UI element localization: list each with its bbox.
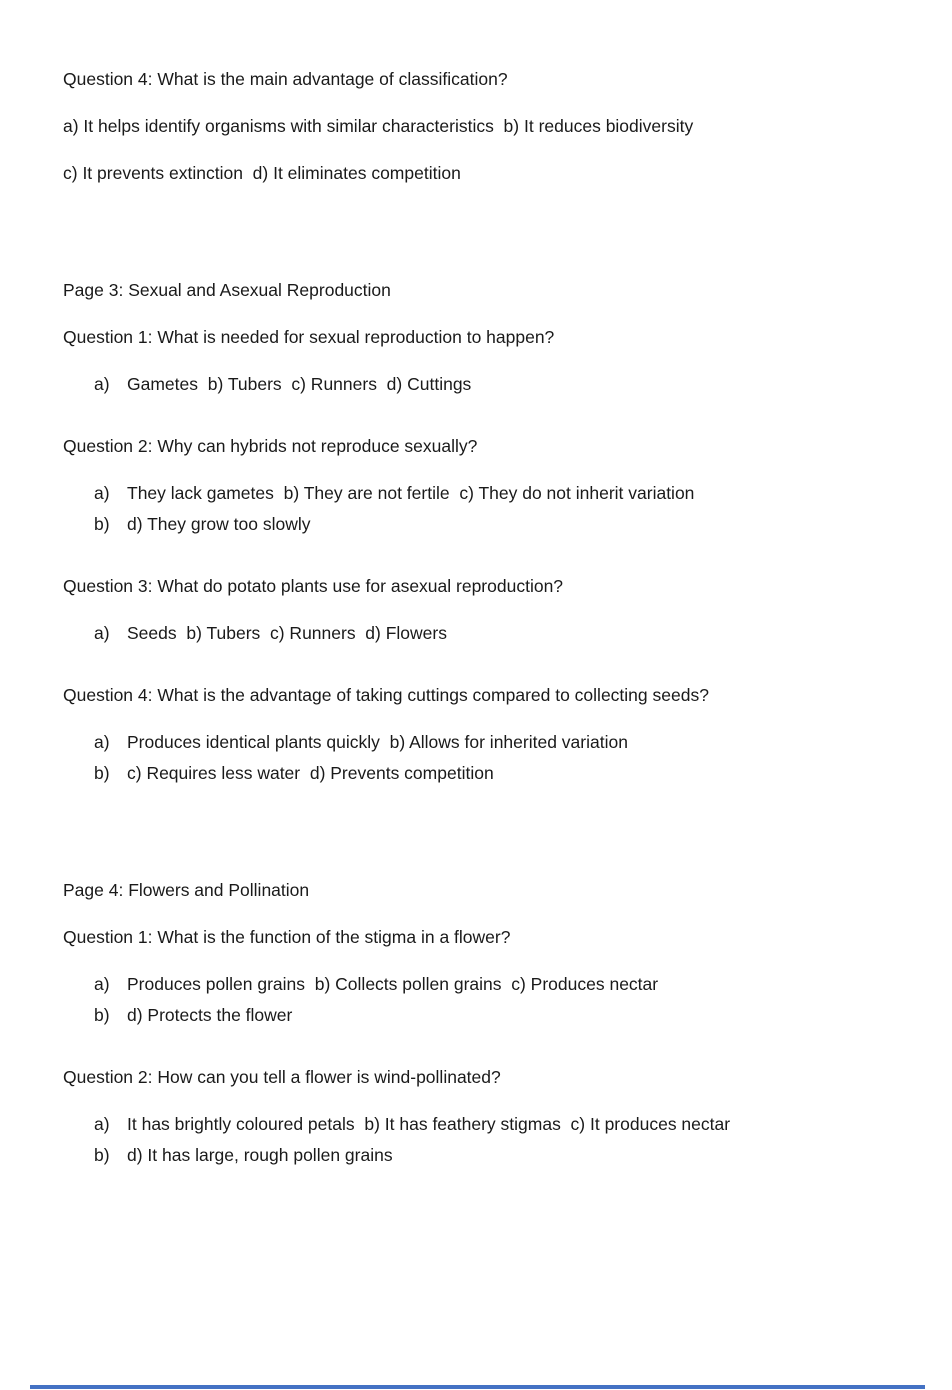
list-item xyxy=(63,478,888,509)
list-item xyxy=(63,969,888,1000)
list-text: Seeds b) Tubers c) Runners d) Flowers xyxy=(127,623,447,643)
list-text: It has brightly coloured petals b) It has feathery stigmas c) It produces nectar xyxy=(127,1114,731,1134)
list-item xyxy=(63,1000,888,1031)
question-title: Question 4: What is the main advantage of classification? xyxy=(63,69,508,89)
list-marker: b) xyxy=(94,763,110,783)
option-list xyxy=(63,1109,888,1171)
option-list xyxy=(63,727,888,789)
list-marker: a) xyxy=(94,732,110,752)
page-heading: Page 4: Flowers and Pollination xyxy=(63,880,310,900)
list-text: c) Requires less water d) Prevents competition xyxy=(127,763,494,783)
list-text: d) It has large, rough pollen grains xyxy=(127,1145,393,1165)
bottom-accent-line xyxy=(30,1385,925,1389)
list-text: d) They grow too slowly xyxy=(127,514,311,534)
page-heading: Page 3: Sexual and Asexual Reproduction xyxy=(63,280,391,300)
question-title: Question 1: What is the function of the stigma in a flower? xyxy=(63,927,511,947)
list-marker: b) xyxy=(94,1005,110,1025)
list-marker: a) xyxy=(94,623,110,643)
list-item xyxy=(63,369,888,400)
list-item xyxy=(63,1140,888,1171)
list-text: Produces identical plants quickly b) Allows for inherited variation xyxy=(127,732,628,752)
list-item xyxy=(63,727,888,758)
question-title: Question 1: What is needed for sexual reproduction to happen? xyxy=(63,327,555,347)
list-item xyxy=(63,618,888,649)
list-item xyxy=(63,1109,888,1140)
question-title: Question 2: Why can hybrids not reproduce sexually? xyxy=(63,436,478,456)
option-list xyxy=(63,969,888,1031)
list-text: d) Protects the flower xyxy=(127,1005,293,1025)
question-title: Question 4: What is the advantage of taking cuttings compared to collecting seeds? xyxy=(63,685,709,705)
option-list xyxy=(63,369,888,400)
document-page xyxy=(63,64,888,1187)
question-title: Question 2: How can you tell a flower is wind-pollinated? xyxy=(63,1067,501,1087)
list-marker: a) xyxy=(94,483,110,503)
list-marker: b) xyxy=(94,514,110,534)
list-item xyxy=(63,758,888,789)
option-list xyxy=(63,618,888,649)
question-title: Question 3: What do potato plants use for asexual reproduction? xyxy=(63,576,564,596)
list-text: Produces pollen grains b) Collects pollen grains c) Produces nectar xyxy=(127,974,659,994)
list-text: Gametes b) Tubers c) Runners d) Cuttings xyxy=(127,374,472,394)
list-marker: a) xyxy=(94,1114,110,1134)
list-item xyxy=(63,509,888,540)
list-text: They lack gametes b) They are not fertile c) They do not inherit variation xyxy=(127,483,695,503)
options-line: c) It prevents extinction d) It eliminates competition xyxy=(63,163,461,183)
list-marker: a) xyxy=(94,974,110,994)
option-list xyxy=(63,478,888,540)
list-marker: a) xyxy=(94,374,110,394)
list-marker: b) xyxy=(94,1145,110,1165)
options-line: a) It helps identify organisms with similar characteristics b) It reduces biodiversity xyxy=(63,116,694,136)
